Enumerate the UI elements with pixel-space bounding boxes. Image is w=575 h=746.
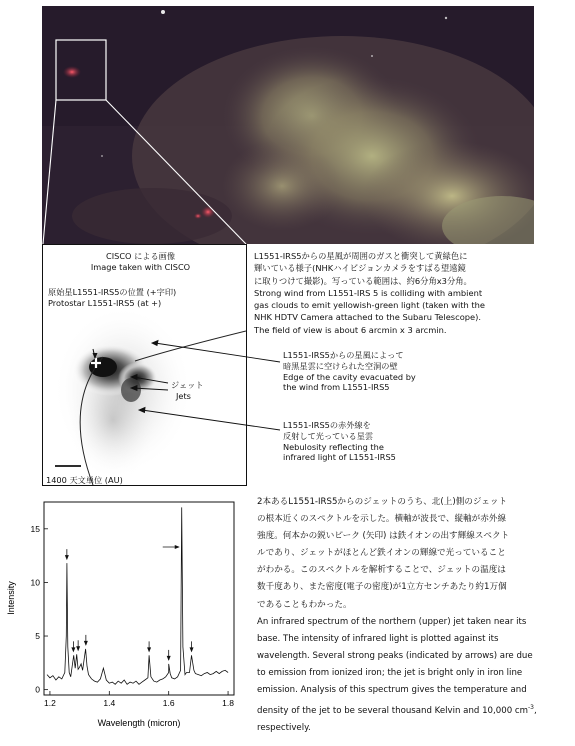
cavity-annotation-line: Edge of the cavity evacuated by	[283, 371, 416, 382]
protostar-label-ja: 原始星L1551-IRS5の位置 (+字印)	[48, 287, 177, 297]
spectrum-caption	[257, 494, 562, 737]
spectrum-caption-ja-line: 強度。何本かの鋭いピーク (矢印) は鉄イオンの出す輝線スペクト	[257, 531, 510, 542]
peak-arrowhead	[76, 646, 80, 651]
photo-caption-line: に取りつけて撮影)。写っている範囲は、約6分角x3分角。	[254, 275, 472, 286]
x-tick-label: 1.6	[162, 698, 175, 708]
photo-caption-line: NHK HDTV Camera attached to the Subaru Telescope).	[254, 312, 482, 323]
peak-arrowhead	[71, 647, 75, 652]
spectrum-caption-en-line: density of the jet to be several thousand Kelvin and 10,000 $cm^{-3}$,	[257, 704, 537, 716]
y-tick-label: 5	[35, 631, 40, 642]
x-tick-label: 1.4	[103, 698, 116, 708]
y-tick-label: 15	[30, 523, 40, 534]
nebulosity-annotation-line: L1551-IRS5の赤外線を	[283, 420, 371, 430]
x-tick-label: 1.8	[222, 698, 234, 708]
y-axis-label: Intensity	[6, 581, 16, 615]
peak-arrowhead	[65, 555, 69, 560]
nebulosity-annotation-line: 反射して光っている星雲	[283, 430, 374, 441]
spectrum-line	[47, 507, 228, 684]
jets-label-en: Jets	[176, 391, 191, 401]
photo-caption-line: The field of view is about 6 arcmin x 3 arcmin.	[254, 324, 447, 335]
peak-arrowhead	[147, 647, 151, 652]
peak-arrowhead	[175, 545, 180, 549]
spectrum-caption-ja-line: 数千度あり、また密度(電子の密度)が1立方センチあたり約1万個	[257, 582, 507, 593]
photo-caption-line: L1551-IRS5からの星風が周囲のガスと衝突して黄緑色に	[254, 251, 468, 261]
spectrum-caption-en-line: respectively.	[257, 723, 311, 734]
spectrum-caption-en-line: to emission from ionized iron; the jet is bright only in iron line	[257, 667, 523, 678]
nebulosity-annotation-line: infrared light of L1551-IRS5	[283, 452, 396, 463]
protostar-label-en: Protostar L1551-IRS5 (at +)	[48, 298, 162, 308]
cavity-annotation-line: the wind from L1551-IRS5	[283, 382, 390, 393]
y-tick-label: 10	[30, 577, 40, 588]
scale-bar-label: 1400 天文単位 (AU)	[46, 475, 123, 485]
nebulosity-annotation	[283, 420, 396, 463]
spectrum-caption-ja-line: 2本あるL1551-IRS5からのジェットのうち、北(上)側のジェット	[257, 497, 508, 507]
x-axis-label: Wavelength (micron)	[97, 718, 181, 728]
peak-arrowhead	[190, 647, 194, 652]
photo-caption-line: gas clouds to emit yellowish-green light (taken with the	[254, 300, 486, 311]
x-tick-label: 1.2	[44, 698, 56, 708]
nebulosity-annotation-line: Nebulosity reflecting the	[283, 441, 384, 452]
spectrum-caption-ja-line: がわかる。このスペクトルを解析することで、ジェットの温度は	[257, 565, 506, 576]
spectrum-caption-en-line: wavelength. Several strong peaks (indicated by arrows) are due	[257, 650, 533, 661]
cavity-annotation-line: 暗黒星雲に空けられた空洞の壁	[283, 360, 398, 371]
spectrum-caption-ja-line: ルであり、ジェットがほとんど鉄イオンの輝線で光っていること	[257, 548, 506, 559]
spectrum-caption-en-line: base. The intensity of infrared light is plotted against its	[257, 633, 499, 644]
unit-superscript: -3	[527, 704, 534, 712]
y-tick-label: 0	[35, 684, 40, 695]
jets-label-ja: ジェット	[171, 380, 204, 390]
spectrum-caption-en-text: density of the jet to be several thousand Kelvin and 10,000 cm	[257, 705, 528, 716]
cisco-title-en: Image taken with CISCO	[90, 262, 191, 272]
spectrum-caption-ja-line: であることもわかった。	[257, 599, 352, 610]
spectrum-caption-en-line: An infrared spectrum of the northern (upper) jet taken near its	[257, 616, 527, 627]
cavity-annotation	[283, 350, 416, 393]
spectrum-chart	[6, 496, 242, 742]
peak-arrowhead	[167, 656, 171, 661]
peak-arrowhead	[84, 641, 88, 646]
photo-caption-line: 輝いている様子(NHKハイビジョンカメラをすばる望遠鏡	[254, 263, 466, 274]
spectrum-caption-en-line: emission. Analysis of this spectrum gives the temperature and	[257, 685, 527, 696]
photo-caption-line: Strong wind from L1551-IRS 5 is colliding with ambient	[254, 287, 483, 298]
spectrum-caption-ja-line: の根本近くのスペクトルを示した。横軸が波長で、縦軸が赤外線	[257, 514, 507, 525]
cavity-annotation-line: L1551-IRS5からの星風によって	[283, 350, 404, 360]
cisco-title-ja: CISCO による画像	[105, 251, 176, 261]
